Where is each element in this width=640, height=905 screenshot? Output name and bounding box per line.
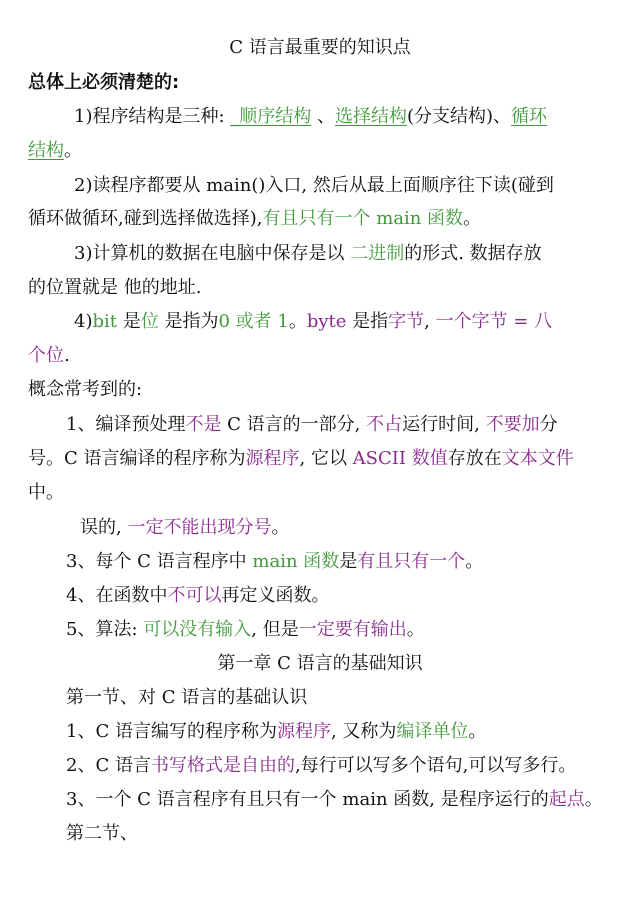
text-segment: 有且只有一个 main 函数 xyxy=(262,208,464,229)
text-segment: 。 xyxy=(271,517,290,538)
text-segment: 再定义函数。 xyxy=(221,585,330,606)
text-segment: byte xyxy=(306,311,347,332)
section-2-title: 第二节、 xyxy=(66,823,138,844)
text-segment: 是指 xyxy=(346,311,389,332)
text-segment: 。 xyxy=(64,140,82,161)
text-segment: 3、每个 C 语言程序中 xyxy=(66,551,253,572)
point-3-line-2 xyxy=(28,276,201,300)
text-segment: 不可以 xyxy=(167,585,222,606)
point-3-line-1 xyxy=(74,242,542,266)
concept-1-line-3 xyxy=(28,481,64,505)
text-segment: 源程序 xyxy=(245,448,300,469)
text-segment: ,每行可以写多个语句,可以写多行。 xyxy=(294,755,577,776)
text-segment: 、 xyxy=(311,106,335,127)
text-segment: . xyxy=(64,345,70,366)
text-segment: 起点 xyxy=(548,789,585,810)
text-segment: 书写格式是自由的 xyxy=(150,755,295,776)
text-segment: 2、C 语言 xyxy=(66,755,151,776)
text-segment: 的位置就是 他的地址. xyxy=(28,277,202,298)
text-segment: 。 xyxy=(465,551,484,572)
text-segment: 个位 xyxy=(28,345,64,366)
text-segment: 2)读程序都要从 main()入口, 然后从最上面顺序往下读(碰到 xyxy=(74,175,554,196)
text-segment: 一定不能出现分号 xyxy=(127,517,272,538)
overview-heading: 总体上必须清楚的: xyxy=(28,72,180,93)
text-segment: 文本文件 xyxy=(501,448,574,469)
text-segment: , 它以 xyxy=(299,448,353,469)
chapter-title: 第一章 C 语言的基础知识 xyxy=(217,653,423,674)
text-segment: , xyxy=(424,311,436,332)
point-1-line-1 xyxy=(74,105,547,129)
text-segment: 。 xyxy=(584,789,603,810)
text-segment: 运行时间, xyxy=(402,414,486,435)
section-1-item-3 xyxy=(66,788,603,812)
text-segment: 号。C 语言编译的程序称为 xyxy=(28,448,246,469)
text-segment: 一定要有输出 xyxy=(298,619,407,640)
text-segment: (分支结构)、 xyxy=(407,106,512,127)
text-segment: 。 xyxy=(468,721,487,742)
text-segment: 分 xyxy=(539,414,558,435)
section-1-title: 第一节、对 C 语言的基础认识 xyxy=(66,687,308,708)
text-segment: 二进制 xyxy=(350,243,405,264)
point-4-line-1 xyxy=(74,310,552,334)
text-segment: 0 或者 1 xyxy=(218,311,289,332)
text-segment: 循环 xyxy=(511,106,548,127)
text-segment: 。 xyxy=(406,619,425,640)
text-segment: 4) xyxy=(74,311,93,332)
concept-3-line-1 xyxy=(66,550,483,574)
concept-1-line-2 xyxy=(28,447,574,471)
text-segment: main 函数 xyxy=(252,551,340,572)
text-segment: 结构 xyxy=(28,140,64,161)
point-2-line-2 xyxy=(28,207,481,231)
text-segment: 不是 xyxy=(185,414,222,435)
page-title: C 语言最重要的知识点 xyxy=(229,37,411,58)
text-segment: 字节 xyxy=(388,311,425,332)
concepts-heading: 概念常考到的: xyxy=(28,379,143,400)
text-segment: 循环做循环,碰到选择做选择), xyxy=(28,208,263,229)
text-segment: 的形式. 数据存放 xyxy=(404,243,542,264)
point-2-line-1 xyxy=(74,174,554,198)
text-segment: 1)程序结构是三种: xyxy=(74,106,231,127)
text-segment: 是 xyxy=(339,551,358,572)
text-segment: 有且只有一个 xyxy=(357,551,466,572)
text-segment: 存放在 xyxy=(447,448,502,469)
text-segment: _顺序结构 xyxy=(230,106,312,127)
text-segment: 编译单位 xyxy=(396,721,469,742)
text-segment: 5、算法: xyxy=(66,619,144,640)
concept-4-line-1 xyxy=(66,584,329,608)
text-segment: 不要加 xyxy=(485,414,540,435)
text-segment: C 语言的一部分, xyxy=(221,414,367,435)
text-segment: 源程序 xyxy=(276,721,331,742)
text-segment: 不占 xyxy=(366,414,403,435)
concept-1-line-1 xyxy=(66,413,558,437)
text-segment: , 但是 xyxy=(251,619,299,640)
concept-2-line-1 xyxy=(80,516,289,540)
text-segment: , 又称为 xyxy=(330,721,397,742)
text-segment: 4、在函数中 xyxy=(66,585,168,606)
section-1-item-2 xyxy=(66,754,576,778)
text-segment: 位 xyxy=(140,311,159,332)
text-segment: 是指为 xyxy=(158,311,219,332)
text-segment: 选择结构 xyxy=(335,106,407,127)
text-segment: 是 xyxy=(117,311,141,332)
text-segment: 3、一个 C 语言程序有且只有一个 main 函数, 是程序运行的 xyxy=(66,789,549,810)
text-segment: 1、C 语言编写的程序称为 xyxy=(66,721,277,742)
text-segment: 误的, xyxy=(80,517,128,538)
text-segment: 中。 xyxy=(28,482,64,503)
text-segment: 一个字节 = 八 xyxy=(435,311,553,332)
text-segment: 。 xyxy=(288,311,307,332)
text-segment: bit xyxy=(92,311,117,332)
text-segment: 1、编译预处理 xyxy=(66,414,186,435)
text-segment: 可以没有输入 xyxy=(143,619,252,640)
text-segment: 。 xyxy=(463,208,482,229)
text-segment: 3)计算机的数据在电脑中保存是以 xyxy=(74,243,351,264)
point-4-line-2 xyxy=(28,344,70,368)
concept-5-line-1 xyxy=(66,618,425,642)
point-1-line-2 xyxy=(28,139,82,163)
text-segment: ASCII 数值 xyxy=(352,448,448,469)
section-1-item-1 xyxy=(66,720,486,744)
